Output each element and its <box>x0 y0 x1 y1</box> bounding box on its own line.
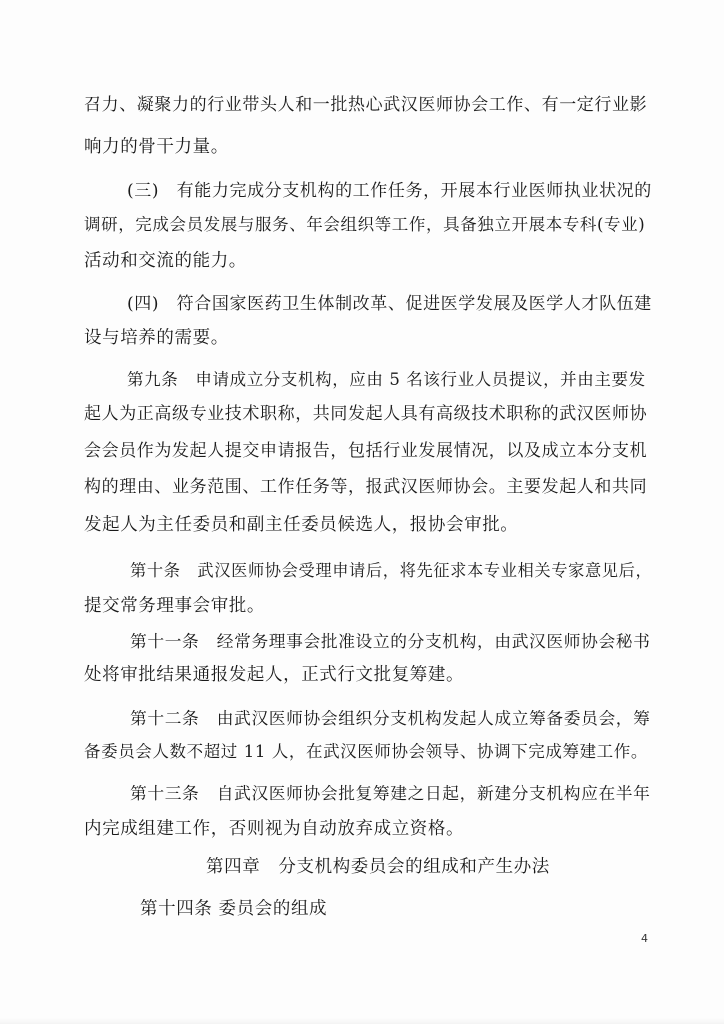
text-line: 备委员会人数不超过 11 人，在武汉医师协会领导、协调下完成筹建工作。 <box>84 742 648 761</box>
text-line: 第十条 武汉医师协会受理申请后，将先征求本专业相关专家意见后， <box>130 561 653 580</box>
text-line: 活动和交流的能力。 <box>84 251 247 271</box>
text-line: 设与培养的需要。 <box>84 328 229 348</box>
text-line: 内完成组建工作，否则视为自动放弃成立资格。 <box>84 819 465 839</box>
text-line: 召力、凝聚力的行业带头人和一批热心武汉医师协会工作、有一定行业影 <box>84 95 648 115</box>
text-line: 响力的骨干力量。 <box>84 137 229 157</box>
scan-edge-shadow <box>0 1018 724 1024</box>
chapter-heading: 第四章 分支机构委员会的组成和产生办法 <box>206 857 550 877</box>
article-heading: 第十四条 委员会的组成 <box>140 899 328 919</box>
text-line: 发起人为主任委员和副主任委员候选人，报协会审批。 <box>84 515 519 535</box>
text-line: 起人为正高级专业技术职称，共同发起人具有高级技术职称的武汉医师协 <box>84 404 648 424</box>
page-number: 4 <box>641 932 648 945</box>
text-line: 提交常务理事会审批。 <box>84 596 265 616</box>
text-line: 调研，完成会员发展与服务、年会组织等工作，具备独立开展本专科(专业) <box>84 215 646 234</box>
text-line: (三) 有能力完成分支机构的工作任务，开展本行业医师执业状况的 <box>127 181 652 201</box>
text-line: 会会员作为发起人提交申请报告，包括行业发展情况，以及成立本分支机 <box>84 441 648 461</box>
text-line: 第十一条 经常务理事会批准设立的分支机构，由武汉医师协会秘书 <box>130 631 651 651</box>
text-line: 构的理由、业务范围、工作任务等，报武汉医师协会。主要发起人和共同 <box>84 477 648 497</box>
text-line: 第十二条 由武汉医师协会组织分支机构发起人成立筹备委员会，筹 <box>130 708 651 728</box>
text-line: 第十三条 自武汉医师协会批复筹建之日起，新建分支机构应在半年 <box>130 783 651 803</box>
text-line: 处将审批结果通报发起人，正式行文批复筹建。 <box>84 665 465 685</box>
text-line: (四) 符合国家医药卫生体制改革、促进医学发展及医学人才队伍建 <box>127 294 652 314</box>
text-line: 第九条 申请成立分支机构，应由 5 名该行业人员提议，并由主要发 <box>127 370 646 389</box>
